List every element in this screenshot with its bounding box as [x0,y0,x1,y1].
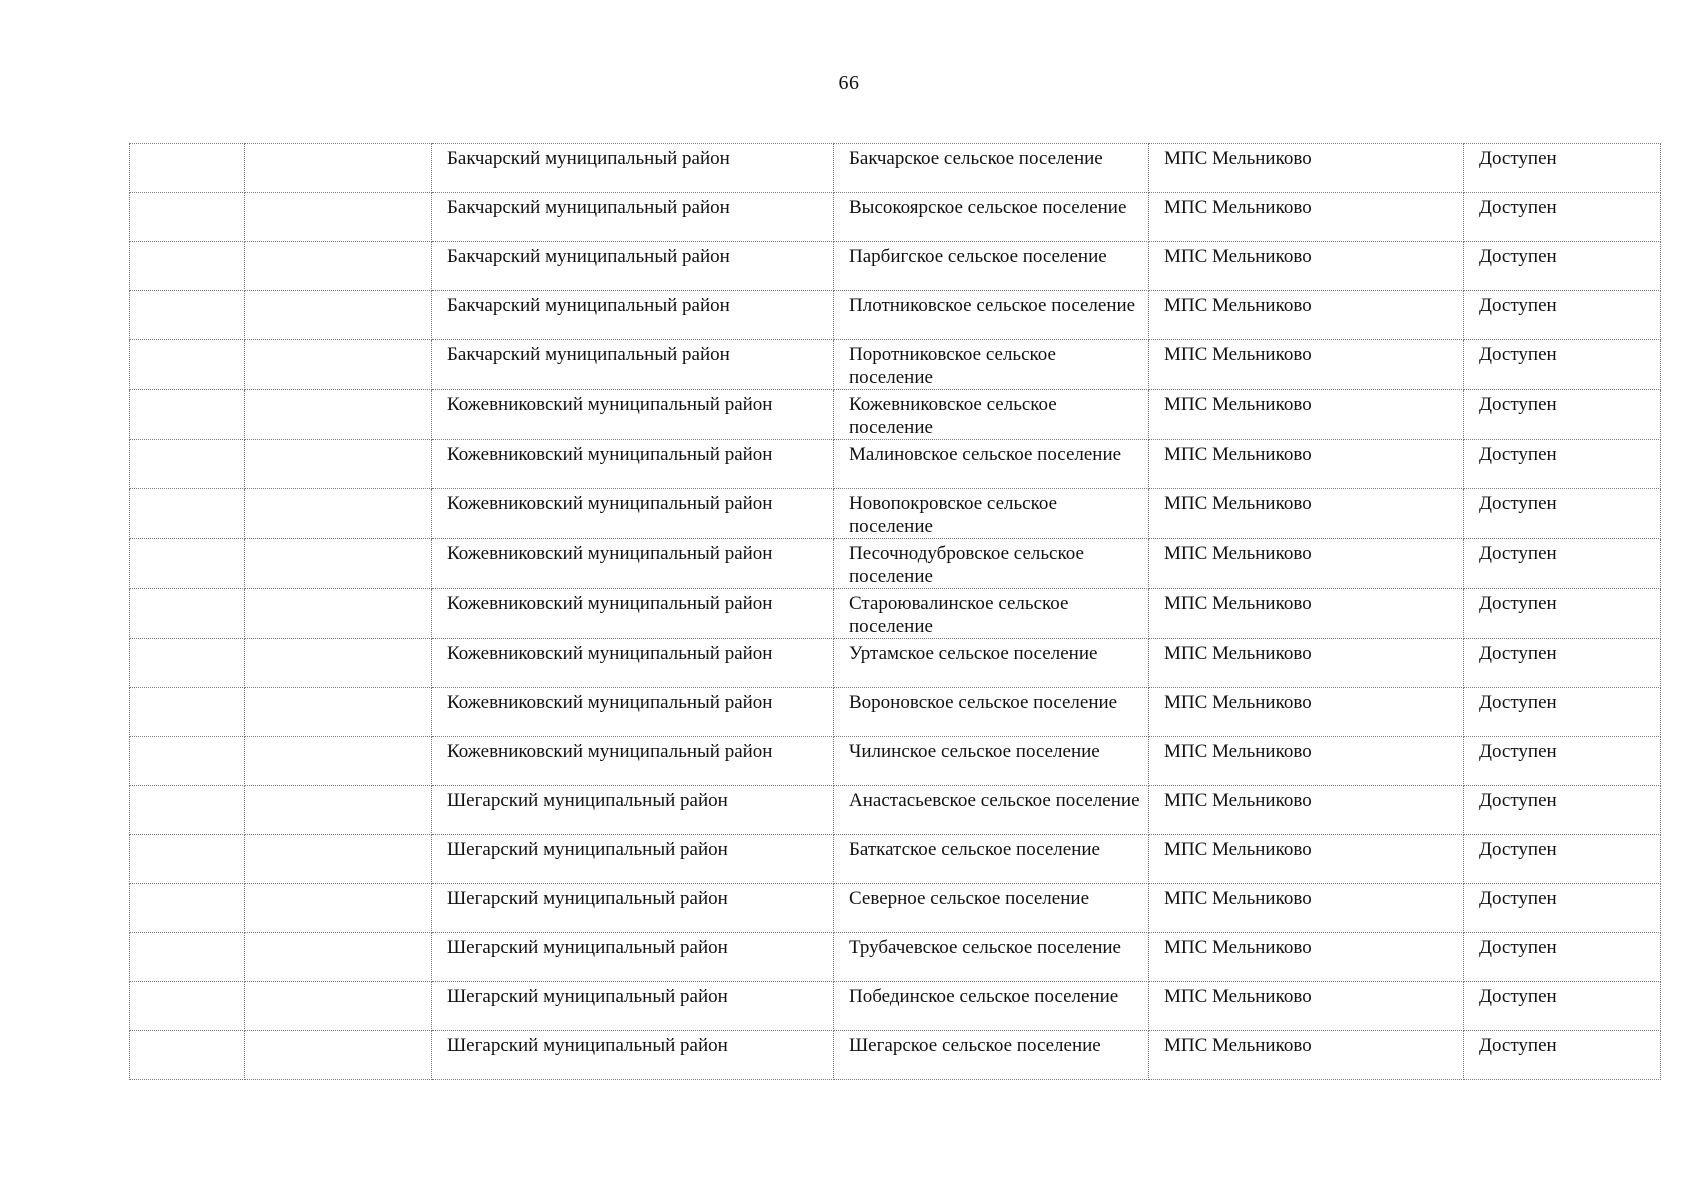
table-row [130,737,1661,786]
table-row [130,539,1661,589]
status-cell [1464,193,1661,242]
status-text: Доступен [1479,937,1557,958]
district-text: Шегарский муниципальный район [447,937,728,958]
settlement-cell [834,639,1149,688]
table-row [130,1031,1661,1080]
station-cell [1149,291,1464,340]
settlement-cell [834,242,1149,291]
settlement-cell [834,440,1149,489]
settlement-text: Трубачевское сельское поселение [849,937,1121,958]
station-cell [1149,639,1464,688]
settlement-cell [834,390,1149,440]
station-text: МПС Мельниково [1164,344,1312,365]
district-text: Кожевниковский муниципальный район [447,543,773,564]
blank-index-cell [130,933,245,982]
district-cell [432,786,834,835]
status-text: Доступен [1479,888,1557,909]
table-row [130,786,1661,835]
status-text: Доступен [1479,246,1557,267]
table-row [130,589,1661,639]
blank-name-cell [245,589,432,639]
district-cell [432,688,834,737]
blank-name-cell [245,539,432,589]
station-cell [1149,982,1464,1031]
blank-index-cell [130,193,245,242]
station-text: МПС Мельниково [1164,543,1312,564]
blank-name-cell [245,639,432,688]
blank-name-cell [245,884,432,933]
table-row [130,982,1661,1031]
blank-name-cell [245,193,432,242]
status-text: Доступен [1479,986,1557,1007]
district-cell [432,982,834,1031]
status-cell [1464,786,1661,835]
settlement-cell [834,982,1149,1031]
status-cell [1464,982,1661,1031]
settlement-cell [834,489,1149,539]
table-row [130,835,1661,884]
station-cell [1149,193,1464,242]
blank-name-cell [245,786,432,835]
district-cell [432,340,834,390]
settlement-cell [834,737,1149,786]
blank-name-cell [245,144,432,193]
table-row [130,193,1661,242]
blank-name-cell [245,242,432,291]
status-text: Доступен [1479,1035,1557,1056]
settlement-cell [834,835,1149,884]
status-text: Доступен [1479,643,1557,664]
station-text: МПС Мельниково [1164,444,1312,465]
district-text: Кожевниковский муниципальный район [447,444,773,465]
station-text: МПС Мельниково [1164,888,1312,909]
settlement-text: Кожевниковское сельское поселение [849,394,1057,438]
settlement-text: Чилинское сельское поселение [849,741,1100,762]
status-cell [1464,639,1661,688]
status-cell [1464,291,1661,340]
station-text: МПС Мельниково [1164,593,1312,614]
district-cell [432,193,834,242]
status-text: Доступен [1479,543,1557,564]
status-cell [1464,242,1661,291]
blank-index-cell [130,144,245,193]
table-row [130,390,1661,440]
blank-index-cell [130,489,245,539]
status-cell [1464,835,1661,884]
coverage-table [129,143,1661,1080]
table-row [130,639,1661,688]
station-text: МПС Мельниково [1164,148,1312,169]
settlement-cell [834,144,1149,193]
settlement-cell [834,786,1149,835]
blank-name-cell [245,688,432,737]
station-text: МПС Мельниково [1164,394,1312,415]
settlement-text: Вороновское сельское поселение [849,692,1118,713]
settlement-text: Анастасьевское сельское поселение [849,790,1140,811]
station-text: МПС Мельниково [1164,741,1312,762]
blank-index-cell [130,1031,245,1080]
blank-index-cell [130,737,245,786]
district-text: Бакчарский муниципальный район [447,295,730,316]
status-cell [1464,884,1661,933]
station-text: МПС Мельниково [1164,295,1312,316]
district-cell [432,1031,834,1080]
settlement-text: Северное сельское поселение [849,888,1089,909]
station-cell [1149,440,1464,489]
blank-index-cell [130,440,245,489]
blank-index-cell [130,835,245,884]
station-cell [1149,539,1464,589]
status-cell [1464,340,1661,390]
status-text: Доступен [1479,148,1557,169]
station-text: МПС Мельниково [1164,197,1312,218]
station-text: МПС Мельниково [1164,692,1312,713]
blank-index-cell [130,390,245,440]
district-text: Кожевниковский муниципальный район [447,741,773,762]
station-cell [1149,242,1464,291]
status-cell [1464,144,1661,193]
district-cell [432,933,834,982]
table-row [130,933,1661,982]
status-text: Доступен [1479,444,1557,465]
table-row [130,340,1661,390]
settlement-text: Баткатское сельское поселение [849,839,1100,860]
settlement-text: Плотниковское сельское поселение [849,295,1136,316]
settlement-cell [834,1031,1149,1080]
district-cell [432,539,834,589]
station-cell [1149,737,1464,786]
table-row [130,144,1661,193]
station-text: МПС Мельниково [1164,643,1312,664]
settlement-cell [834,884,1149,933]
district-text: Шегарский муниципальный район [447,888,728,909]
settlement-cell [834,688,1149,737]
station-cell [1149,1031,1464,1080]
table-row [130,884,1661,933]
coverage-table-container [129,143,1660,1080]
blank-name-cell [245,1031,432,1080]
station-text: МПС Мельниково [1164,839,1312,860]
table-body [130,144,1661,1080]
settlement-cell [834,291,1149,340]
station-cell [1149,340,1464,390]
status-text: Доступен [1479,790,1557,811]
district-cell [432,489,834,539]
blank-index-cell [130,539,245,589]
district-cell [432,242,834,291]
district-text: Шегарский муниципальный район [447,839,728,860]
status-cell [1464,737,1661,786]
station-text: МПС Мельниково [1164,493,1312,514]
blank-index-cell [130,340,245,390]
district-cell [432,390,834,440]
district-text: Бакчарский муниципальный район [447,197,730,218]
blank-name-cell [245,489,432,539]
station-cell [1149,489,1464,539]
station-text: МПС Мельниково [1164,937,1312,958]
blank-name-cell [245,440,432,489]
station-cell [1149,933,1464,982]
status-cell [1464,539,1661,589]
district-cell [432,589,834,639]
status-cell [1464,589,1661,639]
district-cell [432,737,834,786]
settlement-text: Побединское сельское поселение [849,986,1119,1007]
settlement-cell [834,193,1149,242]
station-cell [1149,884,1464,933]
station-text: МПС Мельниково [1164,790,1312,811]
status-text: Доступен [1479,593,1557,614]
blank-index-cell [130,639,245,688]
blank-name-cell [245,835,432,884]
district-text: Бакчарский муниципальный район [447,148,730,169]
page-number: 66 [838,72,860,94]
settlement-cell [834,933,1149,982]
settlement-text: Высокоярское сельское поселение [849,197,1127,218]
station-cell [1149,688,1464,737]
blank-index-cell [130,786,245,835]
settlement-text: Парбигское сельское поселение [849,246,1107,267]
settlement-text: Уртамское сельское поселение [849,643,1098,664]
blank-name-cell [245,340,432,390]
district-text: Кожевниковский муниципальный район [447,593,773,614]
status-cell [1464,1031,1661,1080]
district-text: Кожевниковский муниципальный район [447,394,773,415]
station-cell [1149,390,1464,440]
blank-index-cell [130,589,245,639]
district-cell [432,144,834,193]
station-text: МПС Мельниково [1164,1035,1312,1056]
table-row [130,489,1661,539]
station-text: МПС Мельниково [1164,986,1312,1007]
district-text: Кожевниковский муниципальный район [447,643,773,664]
blank-name-cell [245,390,432,440]
station-cell [1149,589,1464,639]
settlement-text: Староювалинское сельское поселение [849,593,1069,637]
settlement-cell [834,340,1149,390]
blank-name-cell [245,737,432,786]
district-cell [432,835,834,884]
status-cell [1464,489,1661,539]
status-text: Доступен [1479,344,1557,365]
settlement-cell [834,539,1149,589]
settlement-text: Новопокровское сельское поселение [849,493,1058,537]
status-text: Доступен [1479,493,1557,514]
status-text: Доступен [1479,839,1557,860]
status-text: Доступен [1479,295,1557,316]
district-cell [432,639,834,688]
blank-name-cell [245,291,432,340]
station-cell [1149,786,1464,835]
district-cell [432,291,834,340]
table-row [130,688,1661,737]
district-text: Кожевниковский муниципальный район [447,692,773,713]
status-cell [1464,440,1661,489]
settlement-text: Малиновское сельское поселение [849,444,1122,465]
blank-index-cell [130,291,245,340]
district-cell [432,884,834,933]
settlement-text: Шегарское сельское поселение [849,1035,1101,1056]
blank-name-cell [245,933,432,982]
status-text: Доступен [1479,394,1557,415]
blank-index-cell [130,982,245,1031]
district-text: Шегарский муниципальный район [447,790,728,811]
blank-name-cell [245,982,432,1031]
blank-index-cell [130,242,245,291]
station-cell [1149,835,1464,884]
district-text: Шегарский муниципальный район [447,986,728,1007]
settlement-cell [834,589,1149,639]
station-cell [1149,144,1464,193]
district-text: Бакчарский муниципальный район [447,344,730,365]
district-text: Шегарский муниципальный район [447,1035,728,1056]
settlement-text: Бакчарское сельское поселение [849,148,1103,169]
station-text: МПС Мельниково [1164,246,1312,267]
district-text: Кожевниковский муниципальный район [447,493,773,514]
table-row [130,242,1661,291]
blank-index-cell [130,688,245,737]
settlement-text: Поротниковское сельское поселение [849,344,1056,388]
table-row [130,440,1661,489]
blank-index-cell [130,884,245,933]
settlement-text: Песочнодубровское сельское поселение [849,543,1084,587]
status-cell [1464,390,1661,440]
table-row [130,291,1661,340]
status-cell [1464,688,1661,737]
status-text: Доступен [1479,197,1557,218]
status-text: Доступен [1479,692,1557,713]
district-cell [432,440,834,489]
status-cell [1464,933,1661,982]
district-text: Бакчарский муниципальный район [447,246,730,267]
status-text: Доступен [1479,741,1557,762]
